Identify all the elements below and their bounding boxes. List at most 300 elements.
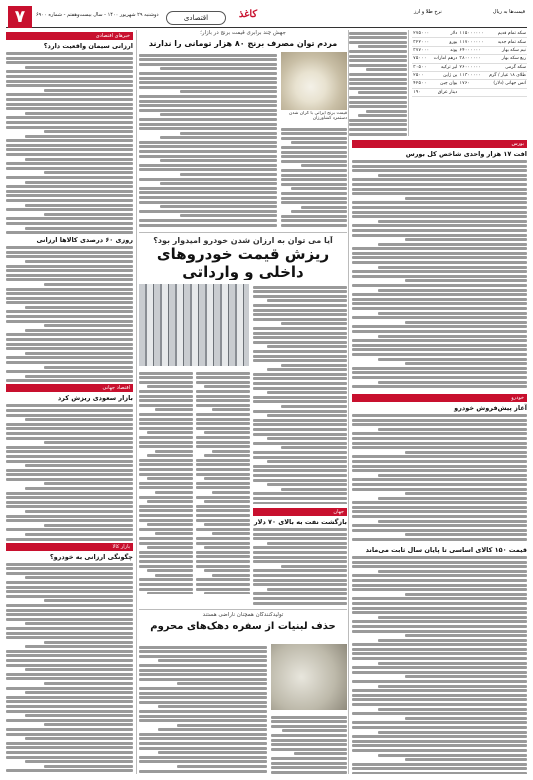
text-line xyxy=(25,329,133,332)
text-line xyxy=(378,243,527,246)
text-line xyxy=(139,669,267,672)
text-line xyxy=(352,529,527,532)
text-line xyxy=(6,590,133,593)
text-line xyxy=(253,313,347,316)
text-lines xyxy=(281,128,347,228)
text-line xyxy=(139,196,277,199)
text-line xyxy=(139,187,277,190)
text-line xyxy=(281,224,347,227)
text-line xyxy=(253,569,347,572)
text-line xyxy=(44,130,133,133)
page-header xyxy=(6,6,527,28)
text-line xyxy=(405,492,528,495)
text-line xyxy=(139,486,193,489)
text-line xyxy=(139,710,267,713)
text-line xyxy=(352,488,527,491)
text-line xyxy=(139,542,193,545)
text-line xyxy=(349,36,407,39)
text-line xyxy=(253,336,347,339)
text-line xyxy=(253,465,347,468)
car-body-right xyxy=(253,284,347,504)
text-line xyxy=(352,371,527,374)
text-line xyxy=(378,474,527,477)
text-line xyxy=(139,678,267,681)
text-line xyxy=(204,546,250,549)
date-line: دوشنبه ۲۹ شهریور ۱۴۰۰ - سال بیست‌وهفتم - شماره ۶۹۰۰ xyxy=(36,12,159,18)
text-line xyxy=(6,80,133,83)
text-line xyxy=(139,555,193,558)
text-line xyxy=(139,583,193,586)
text-line xyxy=(253,387,347,390)
text-line xyxy=(352,469,527,472)
text-line xyxy=(6,93,133,96)
text-line xyxy=(253,428,347,431)
text-line xyxy=(155,491,193,494)
text-line xyxy=(147,546,193,549)
cars-photo xyxy=(139,284,249,366)
world-headline: بازگشت نفت به بالای ۷۰ دلار xyxy=(253,518,347,526)
text-line xyxy=(352,465,527,468)
text-line xyxy=(405,675,528,678)
text-line xyxy=(349,123,407,126)
text-line xyxy=(212,408,250,411)
text-line xyxy=(139,219,277,222)
text-line xyxy=(196,578,250,581)
text-line xyxy=(6,446,133,449)
text-line xyxy=(378,381,527,384)
text-line xyxy=(158,705,267,708)
text-line xyxy=(6,379,133,382)
text-line xyxy=(352,597,527,600)
newspaper-logo: کاغذ xyxy=(238,9,258,20)
text-line xyxy=(139,155,277,158)
text-line xyxy=(6,190,133,193)
text-line xyxy=(253,355,347,358)
text-line xyxy=(267,345,347,348)
text-line xyxy=(253,451,347,454)
text-line xyxy=(281,364,347,367)
text-line xyxy=(253,492,347,495)
text-line xyxy=(6,432,133,435)
text-line xyxy=(6,347,133,350)
text-line xyxy=(6,437,133,440)
text-line xyxy=(139,551,193,554)
text-line xyxy=(352,579,527,582)
text-line xyxy=(267,437,347,440)
text-line xyxy=(253,433,347,436)
car-cheap-headline: چگونگی ارزانی به خودرو؟ xyxy=(49,552,133,561)
text-line xyxy=(158,728,267,731)
text-line xyxy=(6,139,133,142)
text-line xyxy=(352,423,527,426)
text-line xyxy=(147,569,193,572)
text-line xyxy=(282,729,347,732)
text-line xyxy=(25,375,133,378)
dairy-body-2 xyxy=(271,714,347,774)
text-line xyxy=(281,197,347,200)
text-line xyxy=(139,422,193,425)
text-lines xyxy=(6,563,133,774)
text-line xyxy=(196,482,250,485)
world-article xyxy=(253,506,347,606)
text-line xyxy=(358,114,407,117)
text-line xyxy=(160,67,277,70)
price-row: سکه تمام قدیم ۱۱۵۰۰۰۰۰۰ دلار ۲۷۵۰۰۰ xyxy=(413,31,526,37)
text-line xyxy=(281,565,347,568)
left-news-column xyxy=(6,30,133,774)
text-line xyxy=(6,627,133,630)
price-table xyxy=(412,30,527,136)
text-line xyxy=(204,523,250,526)
text-line xyxy=(349,101,407,104)
text-line xyxy=(139,463,193,466)
text-line xyxy=(349,73,407,76)
text-line xyxy=(378,335,527,338)
text-line xyxy=(352,666,527,669)
text-line xyxy=(139,109,277,112)
text-line xyxy=(405,238,528,241)
text-lines xyxy=(253,528,347,606)
text-line xyxy=(405,321,528,324)
text-line xyxy=(6,710,133,713)
text-line xyxy=(349,133,407,136)
text-line xyxy=(6,519,133,522)
text-line xyxy=(378,731,527,734)
text-lines xyxy=(139,372,193,594)
text-line xyxy=(253,597,347,600)
text-line xyxy=(352,256,527,259)
text-lines xyxy=(253,286,347,504)
text-line xyxy=(139,770,267,773)
text-line xyxy=(25,260,133,263)
text-line xyxy=(6,274,133,277)
text-line xyxy=(196,427,250,430)
text-line xyxy=(6,733,133,736)
text-line xyxy=(139,687,267,690)
text-line xyxy=(352,192,527,195)
text-line xyxy=(44,89,133,92)
right-bottom-headline: قیمت ۱۵۰ کالای اساسی تا پایان سال ثابت می‌ماند xyxy=(365,546,527,554)
text-line xyxy=(44,765,133,768)
text-line xyxy=(253,318,347,321)
text-line xyxy=(352,261,527,264)
commodity-label: بازار کالا xyxy=(6,543,133,551)
car-heading xyxy=(139,236,347,280)
text-line xyxy=(139,528,193,531)
text-line xyxy=(6,719,133,722)
text-line xyxy=(6,320,133,323)
text-line xyxy=(352,293,527,296)
text-line xyxy=(25,204,133,207)
text-line xyxy=(6,572,133,575)
text-line xyxy=(6,98,133,101)
text-line xyxy=(352,446,527,449)
text-line xyxy=(139,100,277,103)
text-line xyxy=(139,509,193,512)
text-line xyxy=(352,183,527,186)
text-line xyxy=(196,399,250,402)
text-line xyxy=(253,286,347,289)
text-line xyxy=(196,381,250,384)
text-line xyxy=(139,742,267,745)
text-line xyxy=(352,201,527,204)
text-line xyxy=(6,423,133,426)
text-line xyxy=(349,59,407,62)
text-line xyxy=(405,634,528,637)
text-line xyxy=(352,703,527,706)
text-line xyxy=(6,409,133,412)
text-line xyxy=(378,358,527,361)
text-line xyxy=(25,576,133,579)
text-line xyxy=(281,183,347,186)
price-row: انس جهانی (دلار) ۱۷۶۰ یوان چین ۴۲۵۰۰ xyxy=(413,81,526,87)
text-line xyxy=(349,55,407,58)
text-lines xyxy=(271,716,347,774)
text-line xyxy=(6,751,133,754)
text-line xyxy=(6,126,133,129)
text-line xyxy=(253,602,347,605)
text-line xyxy=(253,350,347,353)
text-line xyxy=(378,754,527,757)
text-line xyxy=(25,227,133,230)
text-line xyxy=(147,500,193,503)
text-line xyxy=(212,574,250,577)
text-line xyxy=(139,482,193,485)
text-line xyxy=(139,673,267,676)
text-line xyxy=(147,385,193,388)
text-line xyxy=(196,459,250,462)
text-line xyxy=(253,551,347,554)
text-line xyxy=(204,592,250,594)
text-line xyxy=(139,104,277,107)
text-line xyxy=(6,370,133,373)
text-line xyxy=(253,479,347,482)
text-line xyxy=(271,757,347,760)
text-line xyxy=(25,510,133,513)
text-line xyxy=(253,533,347,536)
text-line xyxy=(196,395,250,398)
text-line xyxy=(139,696,267,699)
text-line xyxy=(378,312,527,315)
text-line xyxy=(6,618,133,621)
text-line xyxy=(139,514,193,517)
car-headline: ریزش قیمت خودروهای داخلی و وارداتی xyxy=(156,245,330,280)
text-line xyxy=(352,574,527,577)
text-line xyxy=(139,404,193,407)
text-line xyxy=(6,162,133,165)
text-line xyxy=(6,208,133,211)
text-lines xyxy=(139,54,277,228)
text-line xyxy=(160,205,277,208)
text-line xyxy=(139,560,193,563)
text-line xyxy=(349,96,407,99)
text-line xyxy=(6,57,133,60)
cement-headline: ارزانی سیمان واقعیت دارد؟ xyxy=(43,42,133,50)
text-line xyxy=(6,613,133,616)
text-line xyxy=(6,361,133,364)
text-line xyxy=(25,760,133,763)
text-line xyxy=(6,343,133,346)
text-line xyxy=(25,418,133,421)
text-line xyxy=(366,68,407,71)
text-line xyxy=(6,297,133,300)
text-line xyxy=(352,506,527,509)
text-line xyxy=(378,220,527,223)
text-line xyxy=(352,419,527,422)
text-line xyxy=(139,436,193,439)
text-line xyxy=(6,265,133,268)
car-body-left xyxy=(139,370,193,594)
bourse-label: بورس xyxy=(352,140,527,148)
text-line xyxy=(6,742,133,745)
text-line xyxy=(378,685,527,688)
text-line xyxy=(352,414,527,417)
text-line xyxy=(6,222,133,225)
text-line xyxy=(267,542,347,545)
text-line xyxy=(139,63,277,66)
text-line xyxy=(281,132,347,135)
text-line xyxy=(6,315,133,318)
text-line xyxy=(155,532,193,535)
rice-photo xyxy=(281,52,347,110)
text-line xyxy=(139,372,193,375)
text-line xyxy=(139,747,267,750)
text-line xyxy=(352,367,527,370)
text-line xyxy=(6,194,133,197)
text-line xyxy=(281,151,347,154)
text-line xyxy=(294,752,347,755)
text-line xyxy=(349,87,407,90)
text-line xyxy=(6,185,133,188)
text-line xyxy=(267,588,347,591)
text-line xyxy=(44,441,133,444)
text-lines xyxy=(6,246,133,382)
text-line xyxy=(6,116,133,119)
text-line xyxy=(139,210,277,213)
text-line xyxy=(139,123,277,126)
text-line xyxy=(352,160,527,163)
text-line xyxy=(281,322,347,325)
text-line xyxy=(253,442,347,445)
text-line xyxy=(139,692,267,695)
text-line xyxy=(378,616,527,619)
text-line xyxy=(6,333,133,336)
text-line xyxy=(352,206,527,209)
text-line xyxy=(196,537,250,540)
text-line xyxy=(25,691,133,694)
rice-body-2 xyxy=(281,126,347,228)
rice-body xyxy=(139,52,277,228)
text-line xyxy=(281,146,347,149)
text-line xyxy=(6,654,133,657)
text-line xyxy=(25,622,133,625)
text-line xyxy=(352,215,527,218)
text-lines xyxy=(6,52,133,234)
text-line xyxy=(6,251,133,254)
world-economy-label: اقتصاد جهانی xyxy=(6,384,133,392)
text-lines xyxy=(349,32,407,136)
text-line xyxy=(6,153,133,156)
text-line xyxy=(177,765,267,768)
text-line xyxy=(271,734,347,737)
saudi-headline: بازار سعودی ریزش کرد xyxy=(57,394,133,403)
text-line xyxy=(196,588,250,591)
dairy-heading xyxy=(139,612,347,642)
text-line xyxy=(352,602,527,605)
text-line xyxy=(6,586,133,589)
text-line xyxy=(378,497,527,500)
text-line xyxy=(253,290,347,293)
bourse-headline: افت ۱۷ هزار واحدی شاخص کل بورس xyxy=(405,150,527,158)
text-line xyxy=(6,609,133,612)
text-line xyxy=(271,716,347,719)
text-line xyxy=(352,275,527,278)
text-line xyxy=(352,694,527,697)
text-line xyxy=(352,611,527,614)
text-line xyxy=(25,668,133,671)
text-line xyxy=(352,339,527,342)
text-line xyxy=(25,737,133,740)
text-line xyxy=(253,546,347,549)
text-line xyxy=(271,748,347,751)
text-line xyxy=(139,664,267,667)
price-row: طلای ۱۸ عیار / گرم ۱۱۳۰۰۰۰۰ ین ژاپن ۲۵۰۰ xyxy=(413,73,526,79)
text-line xyxy=(196,551,250,554)
text-line xyxy=(281,488,347,491)
text-line xyxy=(349,41,407,44)
text-line xyxy=(6,427,133,430)
text-line xyxy=(196,390,250,393)
price-row: ربع سکه بهار ۳۸۰۰۰۰۰۰ درهم امارات ۷۵۰۰۰ xyxy=(413,56,526,62)
price-row: دینار عراق ۱۹۰ xyxy=(412,88,527,96)
text-line xyxy=(352,478,527,481)
dairy-body xyxy=(139,644,267,774)
text-line xyxy=(158,751,267,754)
goods-headline: روزی ۶۰ درصدی کالا‌ها ارزانی xyxy=(36,236,133,245)
text-line xyxy=(147,523,193,526)
text-line xyxy=(212,532,250,535)
text-line xyxy=(352,432,527,435)
text-line xyxy=(196,376,250,379)
text-line xyxy=(6,700,133,703)
text-line xyxy=(253,502,347,505)
text-line xyxy=(378,428,527,431)
text-line xyxy=(6,167,133,170)
text-line xyxy=(196,463,250,466)
car-kicker: آیا می توان به ارزان شدن خودرو امیدوار بود؟ xyxy=(153,236,333,245)
text-line xyxy=(6,659,133,662)
car-body-mid xyxy=(196,370,250,594)
text-line xyxy=(44,171,133,174)
text-line xyxy=(352,385,527,388)
text-line xyxy=(6,144,133,147)
bourse-article xyxy=(352,138,527,388)
text-line xyxy=(6,338,133,341)
text-line xyxy=(139,468,193,471)
rice-heading xyxy=(139,30,347,50)
text-line xyxy=(6,246,133,249)
text-line xyxy=(352,726,527,729)
text-line xyxy=(196,519,250,522)
text-line xyxy=(6,356,133,359)
text-line xyxy=(196,565,250,568)
text-line xyxy=(196,468,250,471)
text-line xyxy=(281,201,347,204)
text-line xyxy=(139,719,267,722)
text-line xyxy=(352,348,527,351)
text-line xyxy=(139,418,193,421)
price-row: سکه گرمی ۲۶۰۰۰۰۰۰ لیر ترکیه ۳۰۵۰۰ xyxy=(413,64,526,70)
